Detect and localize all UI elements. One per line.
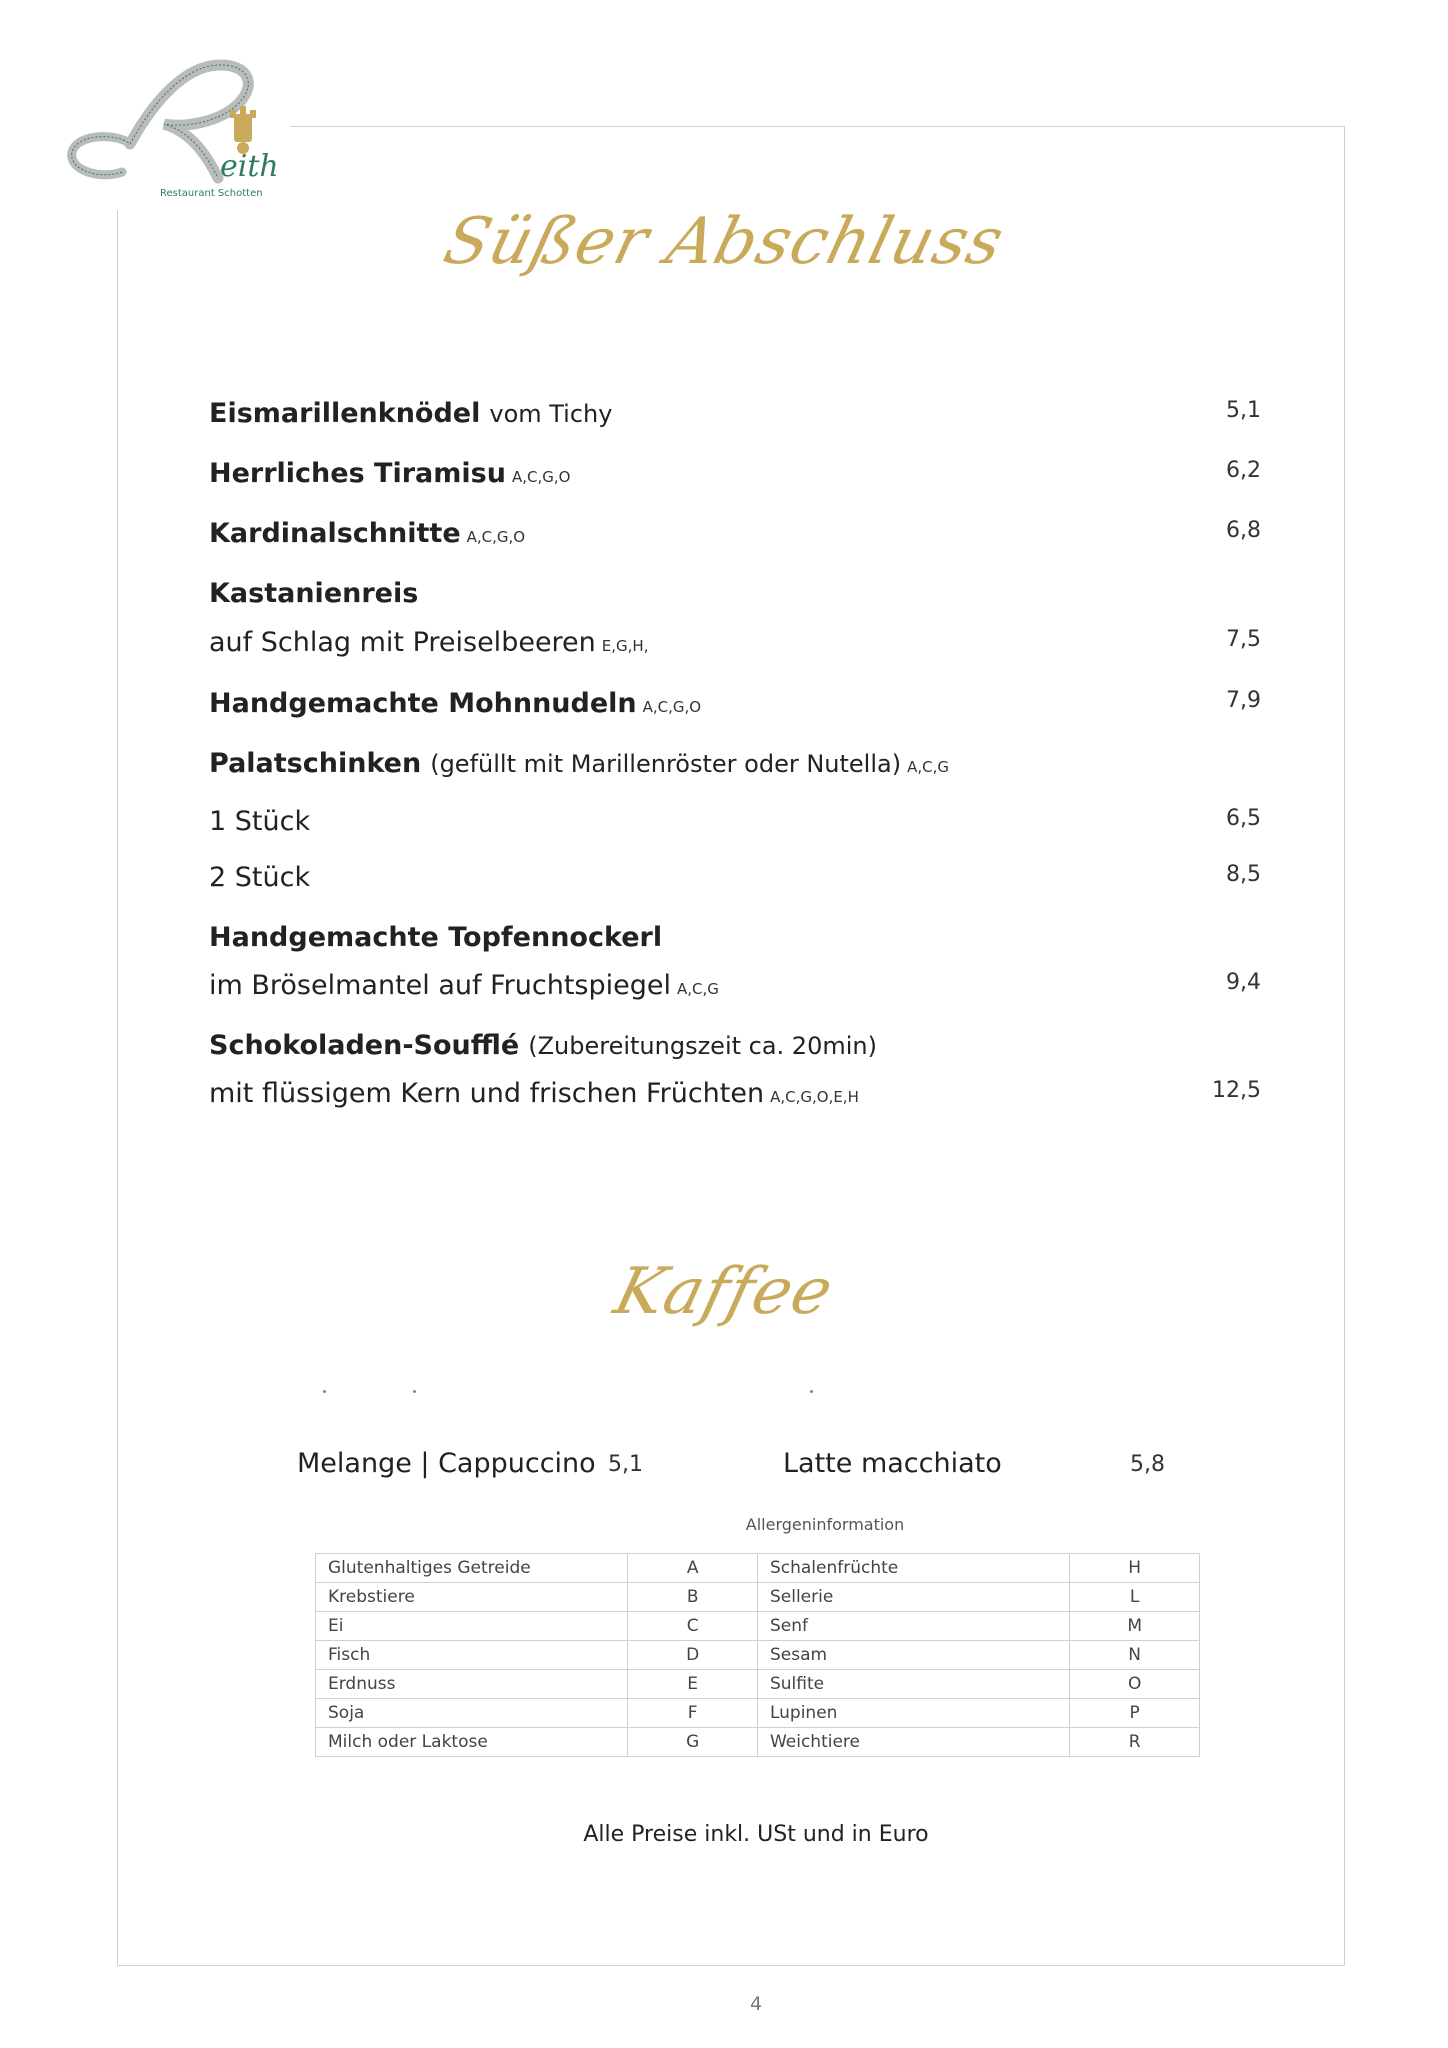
allergen-table (315, 1553, 1200, 1757)
allergen-name: Soja (316, 1699, 628, 1728)
table-row (316, 1554, 1200, 1583)
menu-item-price: 8,5 (1226, 862, 1261, 887)
table-row (316, 1670, 1200, 1699)
menu-item-price: 12,5 (1212, 1078, 1261, 1103)
menu-item (209, 688, 1261, 728)
menu-item-name: Kardinalschnitte (209, 518, 461, 549)
menu-item-price: 6,8 (1226, 518, 1261, 543)
allergen-codes: E,G,H, (601, 637, 649, 655)
menu-item (209, 922, 1261, 962)
allergen-code: L (1070, 1583, 1200, 1612)
allergen-name: Erdnuss (316, 1670, 628, 1699)
desserts-heading: Süßer Abschluss (436, 205, 1012, 279)
allergen-name: Sellerie (757, 1583, 1069, 1612)
allergen-name: Sesam (757, 1641, 1069, 1670)
table-row (316, 1583, 1200, 1612)
allergen-code: H (1070, 1554, 1200, 1583)
table-row (316, 1699, 1200, 1728)
menu-item-description: im Bröselmantel auf Fruchtspiegel (209, 970, 671, 1001)
allergen-codes: A,C,G,O (466, 528, 526, 546)
menu-item (209, 458, 1261, 498)
menu-item (209, 748, 1261, 788)
table-row (316, 1612, 1200, 1641)
decor-dot (810, 1390, 813, 1393)
menu-item (209, 398, 1261, 438)
svg-text:Restaurant Schotten: Restaurant Schotten (160, 188, 263, 199)
menu-item (209, 1078, 1261, 1118)
menu-item-name: Kastanienreis (209, 578, 419, 609)
menu-item-price: 7,9 (1226, 688, 1261, 713)
menu-item-description: 1 Stück (209, 806, 311, 837)
allergen-name: Lupinen (757, 1699, 1069, 1728)
page-number: 4 (749, 1993, 763, 2015)
menu-item-description: (Zubereitungszeit ca. 20min) (528, 1032, 877, 1060)
allergen-code: E (628, 1670, 758, 1699)
menu-item-name: Handgemachte Mohnnudeln (209, 688, 637, 719)
menu-item (209, 578, 1261, 618)
menu-item-price: 6,5 (1226, 806, 1261, 831)
allergen-name: Weichtiere (757, 1728, 1069, 1757)
allergen-codes: A,C,G,O (642, 698, 702, 716)
menu-item (209, 806, 1261, 846)
allergen-code: D (628, 1641, 758, 1670)
decor-dot (413, 1390, 416, 1393)
coffee-heading: Kaffee (607, 1255, 841, 1329)
allergen-name: Milch oder Laktose (316, 1728, 628, 1757)
decor-dot (323, 1390, 326, 1393)
menu-item (209, 518, 1261, 558)
allergen-code: M (1070, 1612, 1200, 1641)
menu-item (209, 970, 1261, 1010)
allergen-code: R (1070, 1728, 1200, 1757)
coffee-item-price: 5,8 (1130, 1452, 1165, 1477)
menu-item-price: 5,1 (1226, 398, 1261, 423)
allergen-name: Schalenfrüchte (757, 1554, 1069, 1583)
allergen-name: Senf (757, 1612, 1069, 1641)
menu-item-description: vom Tichy (489, 400, 613, 428)
restaurant-logo (60, 52, 280, 202)
menu-item-name: Palatschinken (209, 748, 422, 779)
allergen-code: B (628, 1583, 758, 1612)
allergen-code: F (628, 1699, 758, 1728)
allergen-name: Fisch (316, 1641, 628, 1670)
menu-item-price: 6,2 (1226, 458, 1261, 483)
menu-item-name: Schokoladen-Soufflé (209, 1030, 520, 1061)
menu-item-description: 2 Stück (209, 862, 311, 893)
menu-item-name: Handgemachte Topfennockerl (209, 922, 663, 953)
allergen-name: Glutenhaltiges Getreide (316, 1554, 628, 1583)
menu-item-name: Eismarillenknödel (209, 398, 481, 429)
menu-item (209, 627, 1261, 667)
table-row (316, 1728, 1200, 1757)
svg-text:eith: eith (220, 149, 279, 184)
allergen-codes: A,C,G (677, 980, 719, 998)
allergen-code: G (628, 1728, 758, 1757)
allergen-name: Ei (316, 1612, 628, 1641)
allergen-code: C (628, 1612, 758, 1641)
menu-item-price: 7,5 (1226, 627, 1261, 652)
coffee-item-price: 5,1 (608, 1452, 643, 1477)
allergen-name: Krebstiere (316, 1583, 628, 1612)
allergen-code: A (628, 1554, 758, 1583)
menu-item-description: auf Schlag mit Preiselbeeren (209, 627, 596, 658)
menu-item (209, 862, 1261, 902)
allergen-codes: A,C,G (907, 758, 949, 776)
allergen-code: N (1070, 1641, 1200, 1670)
coffee-item-name: Latte macchiato (783, 1448, 1002, 1479)
allergen-codes: A,C,G,O,E,H (770, 1088, 859, 1106)
price-note: Alle Preise inkl. USt und in Euro (583, 1822, 929, 1847)
allergen-name: Sulfite (757, 1670, 1069, 1699)
allergen-code: P (1070, 1699, 1200, 1728)
allergen-code: O (1070, 1670, 1200, 1699)
menu-item-description: mit flüssigem Kern und frischen Früchten (209, 1078, 765, 1109)
allergen-codes: A,C,G,O (511, 468, 571, 486)
menu-item-name: Herrliches Tiramisu (209, 458, 506, 489)
coffee-item-name: Melange | Cappuccino (297, 1448, 596, 1479)
menu-item-description: (gefüllt mit Marillenröster oder Nutella) (430, 750, 902, 778)
table-row (316, 1641, 1200, 1670)
menu-item-price: 9,4 (1226, 970, 1261, 995)
allergen-title: Allergeninformation (745, 1515, 905, 1534)
menu-item (209, 1030, 1261, 1070)
